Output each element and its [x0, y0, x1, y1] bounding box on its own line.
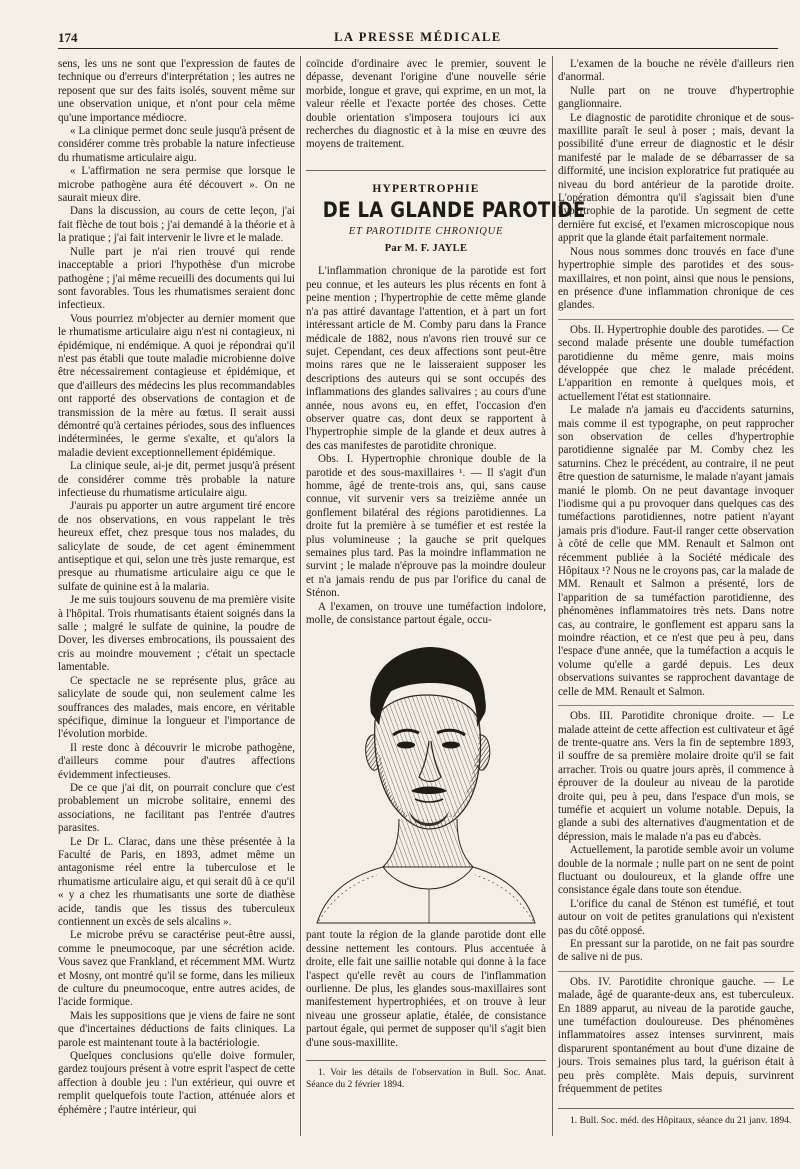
paragraph: « La clinique permet donc seule jusqu'à présent de considérer comme très probable la nature infectieuse du rhumatisme articulaire aigu.: [58, 125, 295, 164]
observation-paragraph: Obs. IV. Parotidite chronique gauche. — Le malade, âgé de quarante-deux ans, est tuberculeux. En 1889 apparut, au niveau de la parotide gauche, une tuméfaction douloureuse. Des phénomènes inflammatoires assez intenses survinrent, mais disparurent spontanément au bout d'une dizaine de jours. Trois semaines plus tard, la guérison était à peu près complète. Mais depuis, survinrent fréquemment de petites: [558, 975, 794, 1096]
divider: [558, 319, 794, 320]
paragraph: pant toute la région de la glande parotide dont elle dessine nettement les contours. Plus accentuée à droite, elle fait une saillie notable qui donne à la face l'aspect qu'elle revêt au cours de l'inflammation ourlienne. De plus, les glandes sous-maxillaires sont manifestement hypertrophiées, et on trouve à leur niveau une grosseur aplatie, étalée, de consistance partout égale, qui permet de supposer qu'il s'agit bien d'une sous-maxillite.: [306, 929, 546, 1049]
paragraph: coïncide d'ordinaire avec le premier, souvent le dépasse, devenant l'origine d'une nouvelle série morbide, longue et grave, qui exprime, en un mot, la valeur réelle et l'exacte portée des choses. Cette double orientation s'imposera toujours ici aux recherches du diagnostic et à la mise en œuvre des moyens de traitement.: [306, 58, 546, 151]
page-number: 174: [58, 30, 78, 45]
paragraph: Le Dr L. Clarac, dans une thèse présentée à la Faculté de Paris, en 1893, admet même un antagonisme réel entre la tuberculose et le rhumatisme articulaire aigu, et qui serait dû à ce qu'il « y a chez les rhumatisants une sorte de diathèse acide, tandis que les tissus des tuberculeux contiennent un excès de sels alcalins ».: [58, 835, 295, 928]
patient-portrait-illustration: [313, 635, 539, 923]
paragraph: Quelques conclusions qu'elle doive formuler, gardez toujours présent à votre esprit l'aspect de cette affection à double jeu : l'un extérieur, qui ouvre et remplit quelquefois toute l'action, atténuée alors et éphémère ; l'autre intérieur, qui: [58, 1050, 295, 1116]
column-3: [558, 58, 794, 1138]
paragraph: L'inflammation chronique de la parotide est fort peu connue, et les auteurs les plus récents en font à peine mention ; l'hypertrophie de cette même glande n'a pas attiré davantage l'attention, et à part un fort intéressant article de M. Comby paru dans la France médicale de 1882, nous n'avons rien trouvé sur ce sujet. Cependant, ces deux affections sont peut-être moins rares que ne le laisseraient supposer les descriptions des auteurs qui se sont occupés des inflammations des glandes salivaires ; au cours d'une année, nous avons eu, en effet, l'occasion d'en observer quatre cas, dont deux se rapportent à l'hypertrophie simple de la glande et deux autres à des cas manifestes de parotidite chronique.: [306, 265, 546, 452]
paragraph: Le diagnostic de parotidite chronique et de sous-maxillite paraît le seul à poser ; mais, devant la possibilité d'une erreur de diagnostic et le désir manifesté par le malade de se débarrasser de sa difformité, une incision exploratrice fut pratiquée au niveau du bord antérieur de la parotide droite. L'opération démontra qu'il s'agissait bien d'une hypertrophie de la parotide. Un segment de cette dernière fut excisé, et l'examen microscopique nous apprit que la glande était parfaitement normale.: [558, 111, 794, 245]
paragraph: Nulle part je n'ai rien trouvé qui rende inacceptable a priori l'hypothèse d'un microbe pathogène ; j'ai même recueilli des documents qui lui sont favorables. Tous les rhumatismes seraient donc infectieux.: [58, 245, 295, 312]
article-kicker: HYPERTROPHIE: [372, 182, 480, 195]
observation-paragraph: Obs. III. Parotidite chronique droite. — Le malade atteint de cette affection est cultivateur et âgé de trente-quatre ans. Vers la fin de septembre 1893, il souffre de sa première molaire droite qu'il se fait arracher. Trois ou quatre jours après, il commence à éprouver de la douleur au niveau de la parotide droite qui, peu à peu, dans l'espace d'un mois, se tuméfie et acquiert un volume notable. Depuis, la glande a subi des alternatives d'augmentation et de dépression, mais le malade n'a pas eu d'abcès.: [558, 710, 794, 843]
paragraph: Nulle part on ne trouve d'hypertrophie ganglionnaire.: [558, 84, 794, 111]
footnote: 1. Bull. Soc. méd. des Hôpitaux, séance du 21 janv. 1894.: [558, 1108, 794, 1127]
header-rule: [58, 48, 778, 49]
paragraph: Il reste donc à découvrir le microbe pathogène, d'ailleurs comme pour d'autres affections évidemment infectieuses.: [58, 741, 295, 781]
paragraph: J'aurais pu apporter un autre argument tiré encore de nos observations, en vous rappelant le très heureux effet, chez presque tous nos malades, du salicylate de soude, de cet agent éminemment antiseptique et qui, selon une très juste remarque, est presque au rhumatisme articulaire aigu ce que le sulfate de quinine est à la malaria.: [58, 500, 295, 593]
column-1: [58, 58, 295, 1128]
observation-paragraph: Obs. II. Hypertrophie double des parotides. — Ce second malade présente une double tuméfaction parotidienne du même genre, mais moins développée que chez le malade précédent. L'apparition en remonte à quelques mois, et actuellement l'état est stationnaire.: [558, 323, 794, 403]
paragraph: De ce que j'ai dit, on pourrait conclure que c'est probablement un microbe solitaire, ennemi des associations, ne facilitant pas l'entrée d'autres parasites.: [58, 781, 295, 835]
paragraph: Dans la discussion, au cours de cette leçon, j'ai fait flèche de tout bois ; j'ai demandé à la théorie et à la pratique ; j'ai fait intervenir le livre et le malade.: [58, 205, 295, 245]
paragraph: Ce spectacle ne se représente plus, grâce au salicylate de soude qui, non seulement calme les souffrances des malades, mais encore, en véritable spécifique, diminue la longueur et l'importance de l'évolution morbide.: [58, 674, 295, 741]
divider: [558, 971, 794, 972]
paragraph: Le malade n'a jamais eu d'accidents saturnins, mais comme il est typographe, on peut rapprocher son observation de celles d'hypertrophie parotidienne signalée par M. Comby chez les saturnins. Chez le précédent, au contraire, il ne peut être question de saturnisme, le malade n'ayant jamais manié le plomb. On ne peut davantage invoquer l'iodisme qui a pu provoquer dans quelques cas des tuméfactions parotidiennes, notre patient n'ayant jamais pris d'iodure. Faut-il ranger cette observation à côté de celle que MM. Renault et Salmon ont récemment publiée à la Société médicale des Hôpitaux ¹? Nous ne le croyons pas, car la malade de MM. Renault et Salmon a présenté, lors de l'apparition de sa tuméfaction parotidienne, des phénomènes inflammatoires très nets. Dans notre cas, au contraire, le gonflement est apparu sans la moindre réaction, et ce n'est que peu à peu, dans l'espace d'une année, que la tuméfaction a acquis le volume qu'elle a gardé depuis. Les deux observations suivantes se rapprochent davantage de celle de MM. Renault et Salmon.: [558, 404, 794, 698]
paragraph: L'examen de la bouche ne révèle d'ailleurs rien d'anormal.: [558, 58, 794, 84]
article-title: DE LA GLANDE PAROTIDE: [322, 198, 586, 223]
article-heading: [306, 170, 586, 256]
paragraph: « L'affirmation ne sera permise que lorsque le microbe pathogène aura été découvert ». On ne saurait mieux dire.: [58, 165, 295, 205]
paragraph: Je me suis toujours souvenu de ma première visite à l'hôpital. Trois rhumatisants étaient soignés dans la salle ; malgré le sulfate de quinine, la poudre de Dover, les diverses embrocations, ils poussaient des cris au moindre mouvement ; c'était un spectacle lamentable.: [58, 594, 295, 674]
paragraph: La clinique seule, ai-je dit, permet jusqu'à présent de considérer comme très probable la nature infectieuse du rhumatisme articulaire aigu.: [58, 460, 295, 499]
article-subtitle: ET PAROTIDITE CHRONIQUE: [348, 225, 504, 237]
paragraph: Actuellement, la parotide semble avoir un volume double de la normale ; nulle part on ne sent de point fluctuant ou douloureux, et la glande offre une consistance égale dans toute son étendue.: [558, 844, 794, 897]
paragraph: A l'examen, on trouve une tuméfaction indolore, molle, de consistance partout égale, occu-: [306, 600, 546, 627]
paragraph: Mais les suppositions que je viens de faire ne sont que d'incertaines déductions de faits cliniques. La parole est maintenant toute à la bactériologie.: [58, 1009, 295, 1049]
running-title: LA PRESSE MÉDICALE: [334, 30, 502, 44]
divider: [558, 705, 794, 706]
paragraph: Le microbe prévu se caractérise peut-être aussi, comme le pneumocoque, par une sécrétion acide. Vous savez que Frankland, et récemment MM. Wurtz et Mosny, ont montré qu'il se forme, dans les milieux de culture du pneumocoque, entre autres acides, de l'acide formique.: [58, 929, 295, 1009]
column-separator: [300, 56, 301, 1136]
paragraph: Nous nous sommes donc trouvés en face d'une hypertrophie simple des parotides et des sous-maxillaires, et non point, ainsi que nous le pensions, en présence d'une inflammation chronique de ces glandes.: [558, 245, 794, 312]
paragraph: L'orifice du canal de Sténon est tuméfié, et tout autour on voit de petites granulations qui n'existent pas du côté opposé.: [558, 897, 794, 937]
observation-paragraph: Obs. I. Hypertrophie chronique double de la parotide et des sous-maxillaires ¹. — Il s'agit d'un homme, âgé de trente-trois ans, qui, sans cause connue, vit survenir vers sa treizième année un gonflement bilatéral des régions parotidiennes. La droite fut la première à se tuméfier et est restée la plus volumineuse ; la gauche se prit quelques semaines plus tard. Pas la moindre inflammation ne survint ; le malade n'éprouve pas la moindre douleur et n'a jamais rendu de pus par l'orifice du canal de Sténon.: [306, 453, 546, 600]
page-header: [58, 30, 778, 50]
paragraph: sens, les uns ne sont que l'expression de fautes de technique ou d'erreurs d'interprétation ; les autres ne reposent que sur des faits isolés, souvent même sur une observation unique, et n'ont pour cela même qu'une importance médiocre.: [58, 58, 295, 124]
column-2: [306, 58, 586, 1128]
article-byline: Par M. F. JAYLE: [384, 243, 468, 255]
paragraph: Vous pourriez m'objecter au dernier moment que le rhumatisme articulaire aigu n'est ni contagieux, ni épidémique, ni endémique. A quoi je répondrai qu'il n'est pas établi que toute maladie microbienne doive être nécessairement contagieuse et épidémique, et que d'ailleurs des médecins les plus recommandables ont rapporté des observations de contagion et de transmission de la mère au fœtus. Il serait aussi démontré qu'à certaines périodes, sous des influences indéterminées, le germe s'exalte, et qu'alors la maladie devient exceptionnellement épidémique.: [58, 312, 295, 459]
paragraph: En pressant sur la parotide, on ne fait pas sourdre de salive ni de pus.: [558, 938, 794, 964]
footnote: 1. Voir les détails de l'observation in Bull. Soc. Anat. Séance du 2 février 1894.: [306, 1060, 546, 1090]
